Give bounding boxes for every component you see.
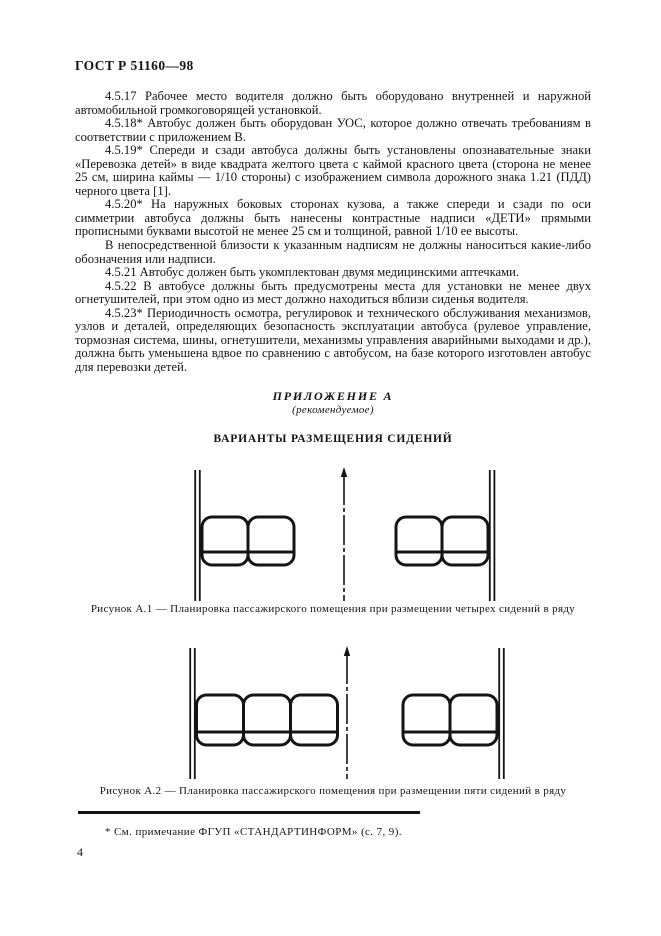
seat bbox=[197, 695, 244, 745]
paragraph: 4.5.21 Автобус должен быть укомплектован двумя медицинскими аптечками. bbox=[105, 265, 519, 280]
axis-arrowhead bbox=[341, 467, 347, 477]
figure-a2-drawing bbox=[0, 645, 661, 785]
figure-a1-drawing bbox=[0, 465, 661, 605]
figure-a2-seat-layout bbox=[0, 645, 661, 785]
paragraph: 4.5.22 В автобусе должны быть предусмотрены места для установки не менее двух огнетушителей, при этом одно из мест должно находиться вблизи сиденья водителя. bbox=[75, 278, 591, 307]
figure-a1-caption: Рисунок А.1 — Планировка пассажирского помещения при размещении четырех сидений в ряду bbox=[90, 603, 576, 615]
seat bbox=[202, 517, 248, 565]
paragraph: 4.5.19* Спереди и сзади автобуса должны быть установлены опознавательные знаки «Перевозка детей» в виде квадрата желтого цвета с каймой красного цвета (сторона не менее 25 см, ширина каймы — 1/10 стороны) с изображением символа дорожного знака 1.21 (ПДД) черного цвета [1]. bbox=[75, 143, 591, 198]
paragraph: 4.5.18* Автобус должен быть оборудован УОС, которое должно отвечать требованиям в соответствии с приложением В. bbox=[75, 116, 591, 144]
paragraph: В непосредственной близости к указанным надписям не должны наноситься какие-либо обозначения или надписи. bbox=[75, 238, 591, 266]
footnote-divider bbox=[78, 811, 420, 814]
seat bbox=[248, 517, 294, 565]
seat bbox=[291, 695, 338, 745]
figure-a2-caption: Рисунок А.2 — Планировка пассажирского помещения при размещении пяти сидений в ряду bbox=[99, 785, 567, 797]
seat bbox=[450, 695, 497, 745]
figure-a1-seat-layout bbox=[0, 465, 661, 605]
axis-arrowhead bbox=[344, 646, 350, 656]
seat bbox=[396, 517, 442, 565]
section-title: ВАРИАНТЫ РАЗМЕЩЕНИЯ СИДЕНИЙ bbox=[213, 433, 453, 445]
footnote-text: * См. примечание ФГУП «СТАНДАРТИНФОРМ» (с. 7, 9). bbox=[105, 826, 402, 838]
paragraph: 4.5.20* На наружных боковых сторонах кузова, а также спереди и сзади по оси симметрии автобуса должны быть нанесены контрастные надписи «ДЕТИ» прямыми прописными буквами высотой не менее 25 см и толщиной, равной 1/10 ее высоты. bbox=[75, 197, 591, 239]
seat bbox=[244, 695, 291, 745]
paragraph: 4.5.23* Периодичность осмотра, регулировок и технического обслуживания механизмов, узлов и деталей, определяющих безопасность эксплуатации автобуса (рулевое управление, тормозная система, шины, огнетушители, механизмы управления аварийными выходами и др.), должна быть уменьшена вдвое по сравнению с автобусом, на базе которого изготовлен автобус для перевозки детей. bbox=[75, 305, 591, 374]
doc-number: ГОСТ Р 51160—98 bbox=[75, 58, 194, 73]
seat bbox=[442, 517, 488, 565]
body-text bbox=[75, 90, 591, 374]
paragraph: 4.5.17 Рабочее место водителя должно быть оборудовано внутренней и наружной автомобильной громкоговорящей установкой. bbox=[75, 89, 591, 117]
appendix-type-note: (рекомендуемое) bbox=[292, 404, 374, 416]
appendix-title: ПРИЛОЖЕНИЕ А bbox=[272, 389, 394, 403]
seat bbox=[403, 695, 450, 745]
page-number: 4 bbox=[77, 845, 83, 859]
